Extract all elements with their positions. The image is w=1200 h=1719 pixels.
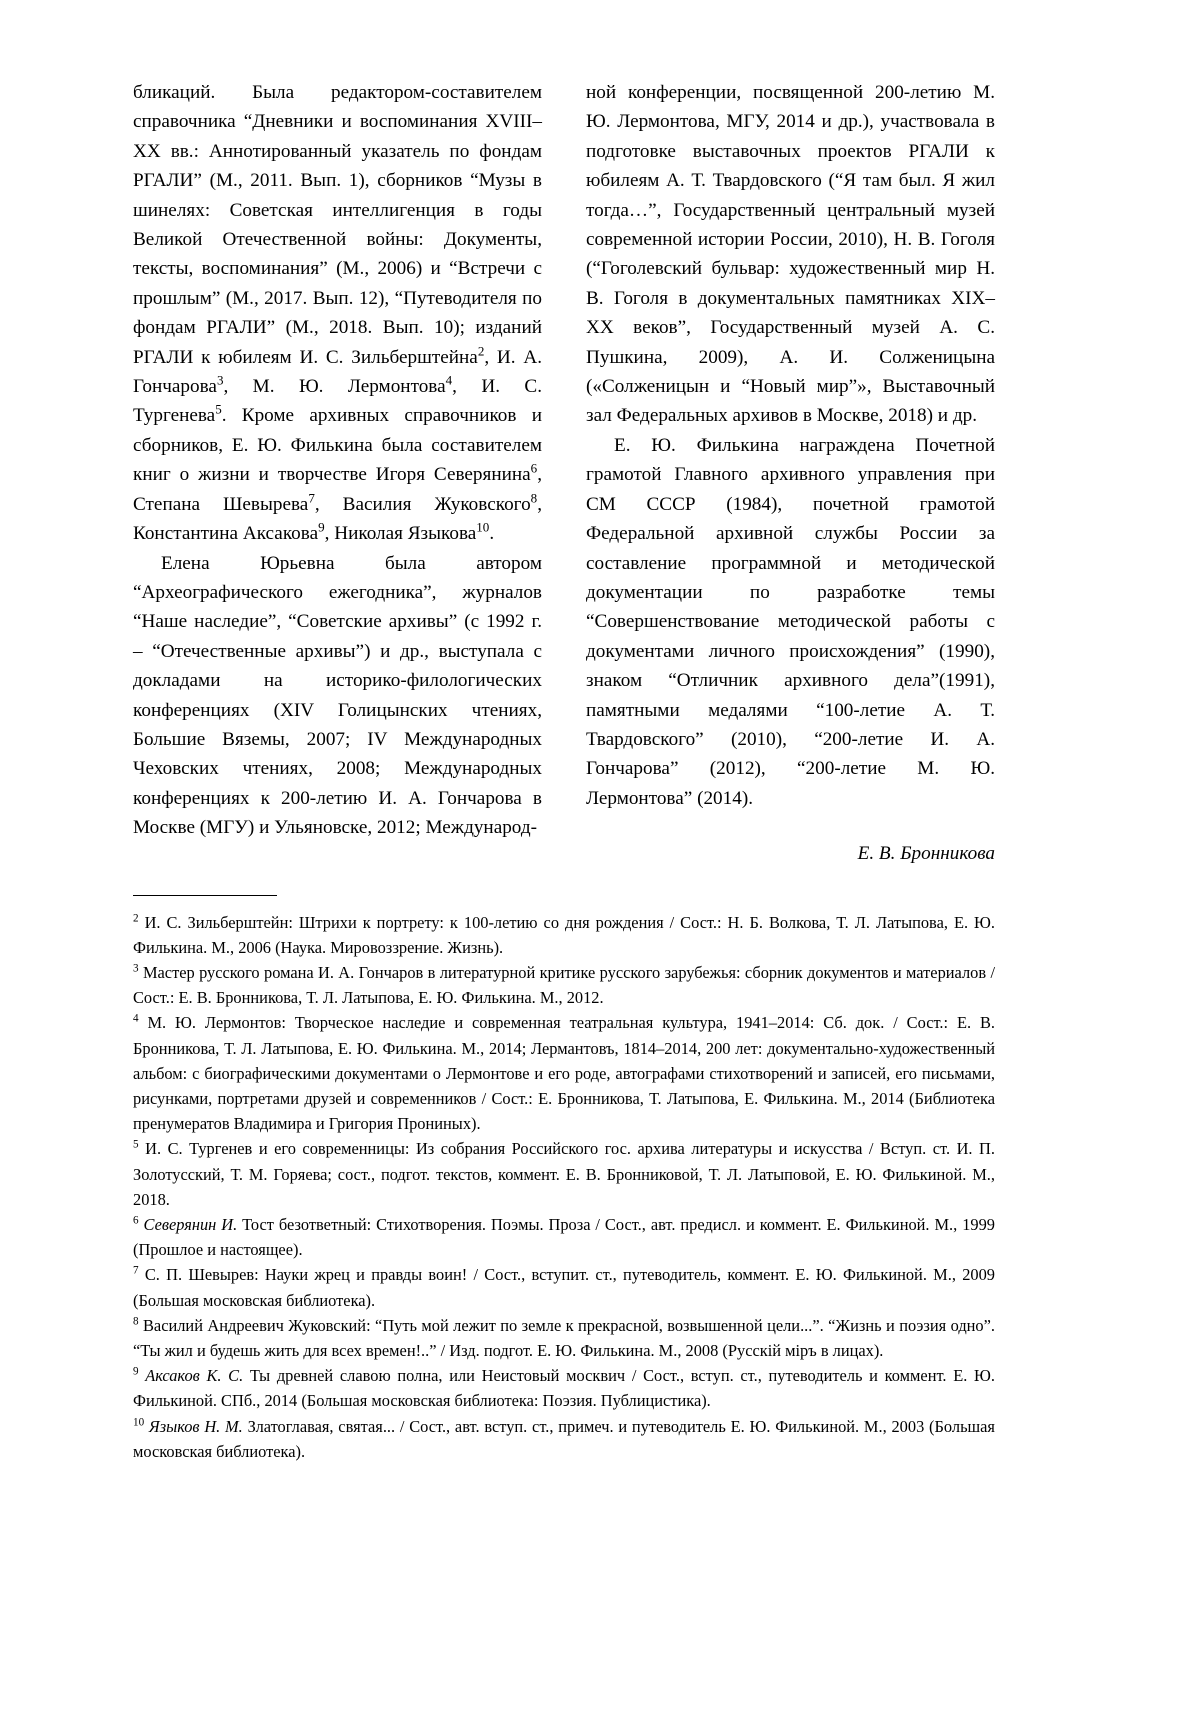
footnote-italic-lead-9: Аксаков К. С.: [145, 1366, 244, 1386]
paragraph-right-2: Е. Ю. Филькина награждена Почетной грамотой Главного архивного управления при СМ СССР (1984), почетной грамотой Федеральной архивной службы России за составление программной и методической документации по разработке темы “Совершенствование методической работы с документами личного происхождения” (1990), знаком “Отличник архивного дела”(1991), памятными медалями “100-летие А. Т. Твардовского” (2010), “200-летие И. А. Гончарова” (2012), “200-летие М. Ю. Лермонтова” (2014).: [586, 434, 995, 809]
footnote-marker-3: 3: [133, 962, 139, 975]
footnote-ref-2[interactable]: 2: [477, 343, 485, 359]
footnote-marker-4: 4: [133, 1012, 139, 1025]
page-content: [133, 78, 995, 1464]
paragraph-left-1-tail-9: , Николая Языкова: [324, 523, 477, 545]
paragraph-left-1-tail-10: .: [489, 523, 495, 545]
footnote-ref-3[interactable]: 3: [216, 372, 224, 388]
footnote-ref-6[interactable]: 6: [530, 460, 538, 476]
footnote-marker-8: 8: [133, 1315, 139, 1328]
author-signature: Е. В. Бронникова: [857, 843, 995, 865]
footnote-ref-4[interactable]: 4: [445, 372, 453, 388]
paragraph-right-1: ной конференции, посвященной 200-летию М. Ю. Лермонтова, МГУ, 2014 и др.), участвовала в подготовке выставочных проектов РГАЛИ к юбилеям А. Т. Твардовского (“Я там был. Я жил тогда…”, Государственный центральный музей современной истории России, 2010), Н. В. Гоголя (“Гоголевский бульвар: художественный мир Н. В. Гоголя в документальных памятниках XIX–XX веков”, Государственный музей А. С. Пушкина, 2009), А. И. Солженицына («Солженицын и “Новый мир”», Выставочный зал Федеральных архивов в Москве, 2018) и др.: [586, 82, 995, 427]
two-column-body: [133, 78, 995, 869]
left-column: [133, 78, 542, 843]
paragraph-left-1: [133, 78, 542, 549]
footnote-item: [133, 960, 995, 1010]
footnote-separator-rule: [133, 895, 277, 896]
footnote-text-7: С. П. Шевырев: Науки жрец и правды воин! / Сост., вступит. ст., путеводитель, коммент. Е. Ю. Филькиной. М., 2009 (Большая московская библиотека).: [133, 1265, 995, 1310]
footnote-item: [133, 1010, 995, 1136]
footnote-marker-5: 5: [133, 1138, 139, 1151]
footnote-ref-10[interactable]: 10: [476, 519, 490, 535]
footnotes-section: [133, 910, 995, 1464]
footnote-marker-6: 6: [133, 1214, 139, 1227]
footnote-text-3: Мастер русского романа И. А. Гончаров в литературной критике русского зарубежья: сборник документов и материалов / Сост.: Е. В. Бронникова, Т. Л. Латыпова, Е. Ю. Филькина. М., 2012.: [133, 962, 995, 1008]
footnote-ref-8[interactable]: 8: [530, 490, 538, 506]
paragraph-left-1-tail-7: , Василия Жуковского: [314, 493, 531, 515]
footnote-text-10: Златоглавая, святая... / Сост., авт. вступ. ст., примеч. и путеводитель Е. Ю. Филькиной. М., 2003 (Большая московская библиотека).: [133, 1416, 995, 1461]
footnote-text-5: И. С. Тургенев и его современницы: Из собрания Российского гос. архива литературы и искусства / Вступ. ст. И. П. Золотусский, Т. М. Горяева; сост., подгот. текстов, коммент. Е. В. Бронниковой, Т. Л. Латыповой, Е. Ю. Филькиной. М., 2018.: [133, 1139, 995, 1209]
footnote-ref-9[interactable]: 9: [318, 519, 325, 535]
footnote-item: [133, 1262, 995, 1312]
footnote-item: [133, 910, 995, 960]
footnote-text-2: И. С. Зильберштейн: Штрихи к портрету: к 100-летию со дня рождения / Сост.: Н. Б. Волкова, Т. Л. Латыпова, Е. Ю. Филькина. М., 2006 (Наука. Мировоззрение. Жизнь).: [133, 912, 995, 957]
paragraph-left-1-tail-2: , И. А. Гончарова: [133, 346, 542, 398]
paragraph-left-1-tail-3: , М. Ю. Лермонтова: [223, 376, 446, 398]
footnote-text-6: Тост безответный: Стихотворения. Поэмы. Проза / Сост., авт. предисл. и коммент. Е. Филькиной. М., 1999 (Прошлое и настоящее).: [133, 1215, 995, 1260]
paragraph-left-1-tail-8: , Константина Аксакова: [133, 493, 542, 545]
footnote-item: [133, 1212, 995, 1262]
footnote-item: [133, 1414, 995, 1464]
footnote-italic-lead-6: Северянин И.: [143, 1215, 238, 1234]
footnote-marker-9: 9: [133, 1365, 139, 1378]
paragraph-left-1-tail-4: , И. С. Тургенева: [133, 376, 543, 427]
footnote-text-4: М. Ю. Лермонтов: Творческое наследие и современная театральная культура, 1941–2014: Сб. док. / Сост.: Е. В. Бронникова, Т. Л. Латыпова, Е. Ю. Филькина. М., 2014; Лермантовъ, 1814–2014, 200 лет: документально-художественный альбом: с биографическими документами о Лермонтове и его роде, автографами стихотворений и записей, его письмами, рисунками, портретами друзей и современников / Сост.: Е. Бронникова, Т. Латыпова, Е. Филькина. М., 2014 (Библиотека пренумератов Владимира и Григория Прониных).: [133, 1013, 995, 1134]
paragraph-left-1-text: бликаций. Была редактором-составителем справочника “Дневники и воспоминания XVIII–XX вв.: Аннотированный указатель по фондам РГАЛИ” (М., 2011. Вып. 1), сборников “Музы в шинелях: Советская интеллигенция в годы Великой Отечественной войны: Документы, тексты, воспоминания” (М., 2006) и “Встречи с прошлым” (М., 2017. Вып. 12), “Путеводителя по фондам РГАЛИ” (М., 2018. Вып. 10); изданий РГАЛИ к юбилеям И. С. Зильберштейна: [133, 82, 542, 368]
footnote-marker-10: 10: [133, 1416, 145, 1429]
footnote-text-9: Ты древней славою полна, или Неистовый москвич / Сост., вступ. ст., путеводитель и коммент. Е. Ю. Филькиной. СПб., 2014 (Большая московская библиотека: Поэзия. Публицистика).: [133, 1366, 995, 1411]
footnote-item: [133, 1313, 995, 1363]
footnote-item: [133, 1136, 995, 1212]
footnote-text-8: Василий Андреевич Жуковский: “Путь мой лежит по земле к прекрасной, возвышенной цели...”. “Жизнь и поэзия одно”. “Ты жил и будешь жить для всех времен!..” / Изд. подгот. Е. Ю. Филькина. М., 2008 (Русскiй мiръ в лицах).: [133, 1315, 995, 1361]
footnote-item: [133, 1363, 995, 1413]
paragraph-left-1-tail-5: . Кроме архивных справочников и сборников, Е. Ю. Филькина была составителем книг о жизни и творчестве Игоря Северянина: [133, 405, 542, 486]
footnote-ref-7[interactable]: 7: [308, 490, 315, 506]
footnote-ref-5[interactable]: 5: [215, 402, 222, 418]
footnote-italic-lead-10: Языков Н. М.: [148, 1416, 243, 1436]
paragraph-left-1-tail-6: , Степана Шевырева: [133, 464, 542, 515]
paragraph-left-2: Елена Юрьевна была автором “Археографического ежегодника”, журналов “Наше наследие”, “Советские архивы” (с 1992 г. – “Отечественные архивы”) и др., выступала с докладами на историко-филологических конференциях (XIV Голицынских чтениях, Большие Вяземы, 2007; IV Международных Чеховских чтениях, 2008; Международных конференциях к 200-летию И. А. Гончарова в Москве (МГУ) и Ульяновске, 2012; Международ-: [133, 552, 542, 839]
footnote-marker-7: 7: [133, 1264, 139, 1277]
right-column: [586, 78, 995, 869]
footnote-marker-2: 2: [133, 912, 139, 925]
